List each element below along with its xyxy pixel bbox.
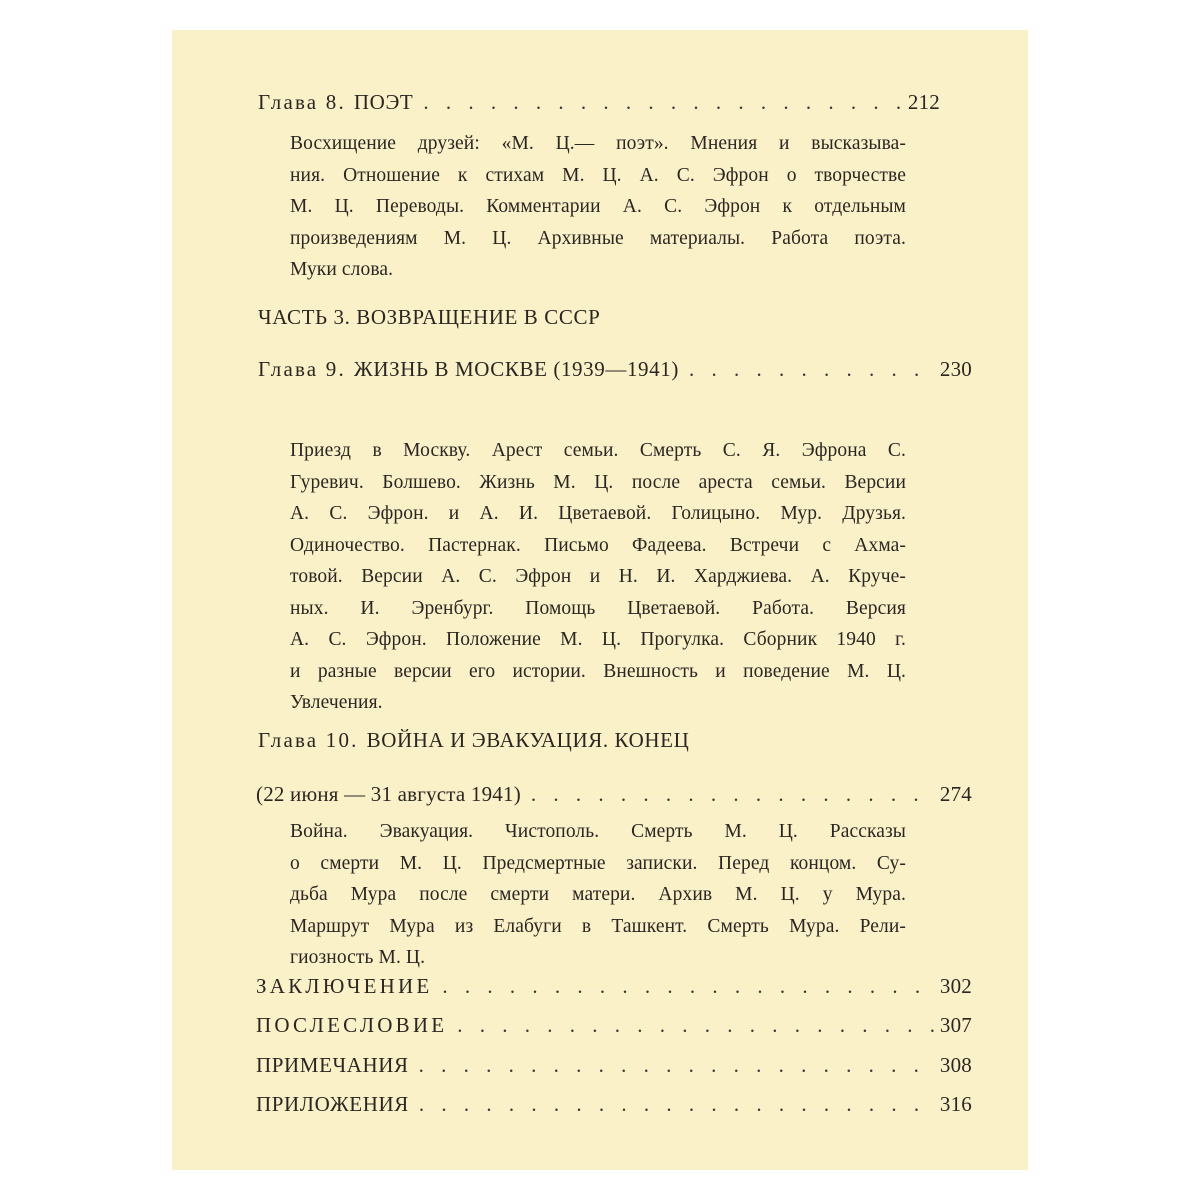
dot-leaders <box>531 782 934 807</box>
page-number: 212 <box>907 90 940 114</box>
page-number: 274 <box>939 782 972 806</box>
toc-entry-notes <box>256 1053 972 1078</box>
page-number: 316 <box>939 1092 972 1116</box>
chapter-label: Глава 10. <box>258 728 359 752</box>
summary-line: Маршрут Мура из Елабуги в Ташкент. Смерть Мура. Рели- <box>290 915 906 937</box>
toc-entry-chapter-10 <box>258 728 689 753</box>
section-title: ЗАКЛЮЧЕНИЕ <box>256 974 433 998</box>
dot-leaders <box>689 357 934 382</box>
summary-line: Увлечения. <box>290 692 383 713</box>
chapter-title: ПОЭТ <box>353 90 414 114</box>
summary-line: произведениям М. Ц. Архивные материалы. Работа поэта. <box>290 227 906 249</box>
page-number: 307 <box>939 1013 972 1037</box>
toc-entry-chapter-9 <box>258 357 972 382</box>
chapter-8-summary <box>290 128 906 286</box>
summary-line: А. С. Эфрон. Положение М. Ц. Прогулка. Сборник 1940 г. <box>290 629 906 650</box>
dot-leaders <box>442 974 934 999</box>
summary-line: о смерти М. Ц. Предсмертные записки. Перед концом. Су- <box>290 852 906 874</box>
chapter-10-summary <box>290 816 906 974</box>
summary-line: Приезд в Москву. Арест семьи. Смерть С. Я. Эфрона С. <box>290 440 906 461</box>
section-title: ПРИМЕЧАНИЯ <box>256 1053 409 1077</box>
toc-entry-chapter-8 <box>258 90 940 115</box>
chapter-9-summary <box>290 435 906 719</box>
page-number: 308 <box>939 1053 972 1077</box>
book-page <box>172 30 1028 1170</box>
summary-line: А. С. Эфрон. и А. И. Цветаевой. Голицыно. Мур. Друзья. <box>290 503 906 524</box>
summary-line: ных. И. Эренбург. Помощь Цветаевой. Работа. Версия <box>290 597 906 619</box>
summary-line: и разные версии его истории. Внешность и поведение М. Ц. <box>290 660 906 682</box>
dot-leaders <box>419 1092 934 1117</box>
summary-line: товой. Версии А. С. Эфрон и Н. И. Харджиева. А. Круче- <box>290 566 906 587</box>
summary-line: ния. Отношение к стихам М. Ц. А. С. Эфрон о творчестве <box>290 164 906 186</box>
dot-leaders <box>423 90 902 115</box>
summary-line: гиозность М. Ц. <box>290 947 426 968</box>
dot-leaders <box>457 1013 934 1038</box>
summary-line: Муки слова. <box>290 259 394 280</box>
summary-line: Война. Эвакуация. Чистополь. Смерть М. Ц. Рассказы <box>290 821 906 842</box>
section-title: ПОСЛЕСЛОВИЕ <box>256 1013 448 1037</box>
toc-entry-conclusion <box>256 974 972 999</box>
toc-entry-appendices <box>256 1092 972 1117</box>
summary-line: М. Ц. Переводы. Комментарии А. С. Эфрон к отдельным <box>290 196 906 217</box>
summary-line: Одиночество. Пастернак. Письмо Фадеева. Встречи с Ахма- <box>290 534 906 556</box>
page-number: 230 <box>939 357 972 381</box>
page-number: 302 <box>939 974 972 998</box>
section-title: ПРИЛОЖЕНИЯ <box>256 1092 409 1116</box>
dot-leaders <box>419 1053 934 1078</box>
chapter-label: Глава 8. <box>258 90 346 114</box>
summary-line: Восхищение друзей: «М. Ц.— поэт». Мнения и высказыва- <box>290 133 906 154</box>
part-heading: ЧАСТЬ 3. ВОЗВРАЩЕНИЕ В СССР <box>258 305 601 329</box>
summary-line: дьба Мура после смерти матери. Архив М. Ц. у Мура. <box>290 884 906 905</box>
chapter-label: Глава 9. <box>258 357 346 381</box>
toc-entry-chapter-10-dates <box>256 782 972 807</box>
chapter-dates: (22 июня — 31 августа 1941) <box>256 782 521 806</box>
toc-entry-afterword <box>256 1013 972 1038</box>
chapter-title: ВОЙНА И ЭВАКУАЦИЯ. КОНЕЦ <box>366 728 690 752</box>
summary-line: Гуревич. Болшево. Жизнь М. Ц. после ареста семьи. Версии <box>290 471 906 493</box>
chapter-title: ЖИЗНЬ В МОСКВЕ (1939—1941) <box>353 357 679 381</box>
